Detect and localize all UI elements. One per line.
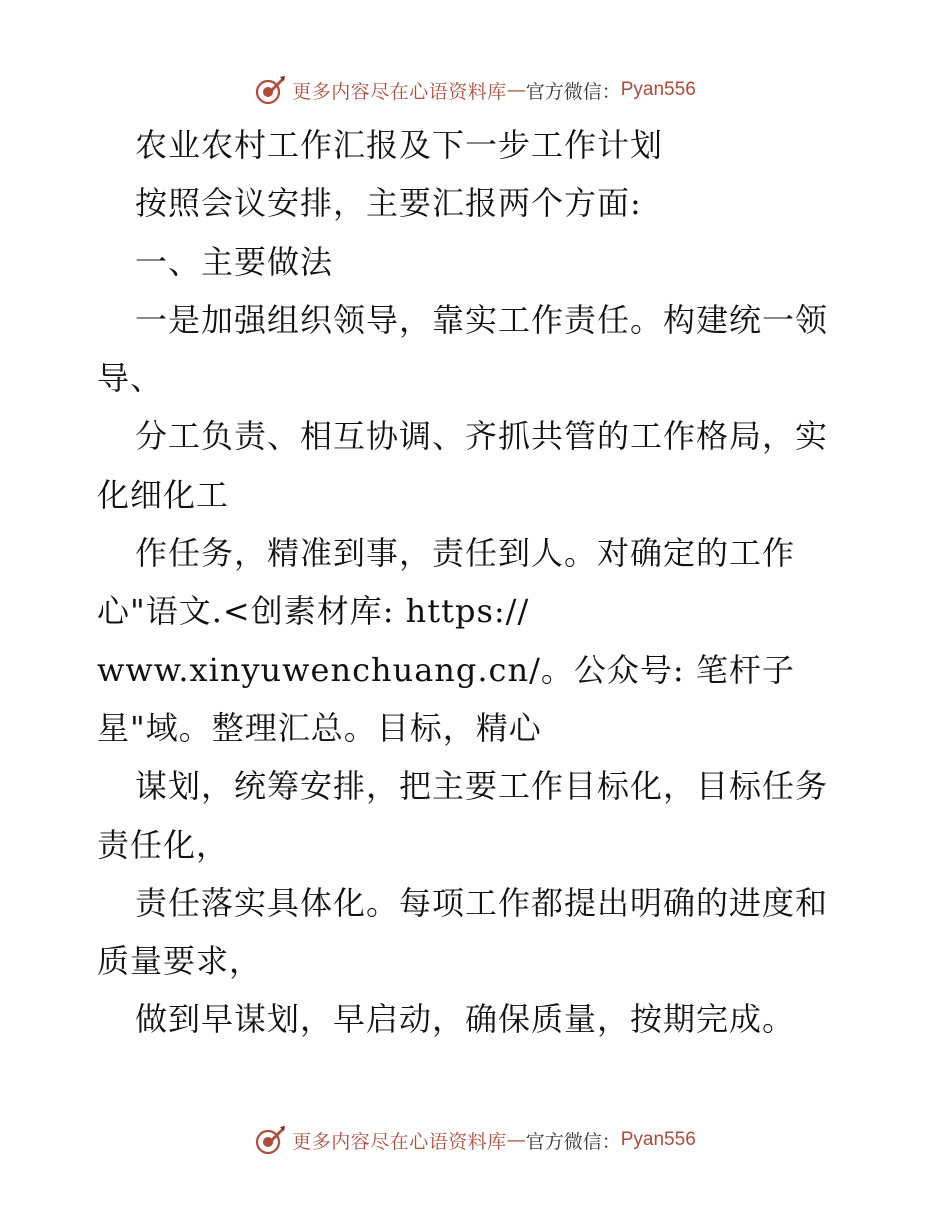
paragraph-line: 作任务，精准到事，责任到人。对确定的工作 bbox=[135, 534, 796, 573]
header-banner bbox=[0, 70, 950, 110]
watermark-line: 心"语文.<创素材库: https:// bbox=[97, 592, 530, 631]
paragraph-line: 质量要求， bbox=[97, 942, 263, 981]
banner-separator: — bbox=[506, 1129, 526, 1151]
quill-pen-circle-icon bbox=[254, 74, 286, 106]
paragraph-line: 按照会议安排，主要汇报两个方面: bbox=[135, 184, 642, 223]
banner-wechat-id: Pyan556 bbox=[620, 1129, 696, 1150]
paragraph-line: 责任化， bbox=[97, 825, 230, 864]
document-body bbox=[97, 116, 857, 1049]
banner-slogan: 更多内容尽在心语资料库 bbox=[292, 1130, 507, 1153]
quill-pen-circle-icon bbox=[254, 1124, 286, 1156]
paragraph-line: 谋划，统筹安排，把主要工作目标化，目标任务 bbox=[135, 767, 829, 806]
banner-separator: — bbox=[506, 79, 526, 101]
banner-wechat-label: 官方微信： bbox=[525, 80, 621, 103]
paragraph-line: 化细化工 bbox=[97, 475, 230, 514]
banner-wechat-id: Pyan556 bbox=[620, 79, 696, 100]
watermark-line: www.xinyuwenchuang.cn/。公众号: 笔杆子 bbox=[97, 650, 795, 689]
section-heading: 一、主要做法 bbox=[135, 242, 334, 281]
paragraph-line: 导、 bbox=[97, 359, 164, 398]
paragraph-line: 做到早谋划，早启动，确保质量，按期完成。 bbox=[135, 1000, 796, 1039]
paragraph-line: 一是加强组织领导，靠实工作责任。构建统一领 bbox=[135, 300, 829, 339]
banner-wechat-label: 官方微信： bbox=[525, 1130, 621, 1153]
paragraph-line: 责任落实具体化。每项工作都提出明确的进度和 bbox=[135, 883, 829, 922]
document-title: 农业农村工作汇报及下一步工作计划 bbox=[135, 126, 664, 164]
banner-slogan: 更多内容尽在心语资料库 bbox=[292, 80, 507, 103]
paragraph-line: 星"域。整理汇总。目标，精心 bbox=[97, 708, 542, 747]
footer-banner bbox=[0, 1120, 950, 1160]
paragraph-line: 分工负责、相互协调、齐抓共管的工作格局，实 bbox=[135, 417, 829, 456]
